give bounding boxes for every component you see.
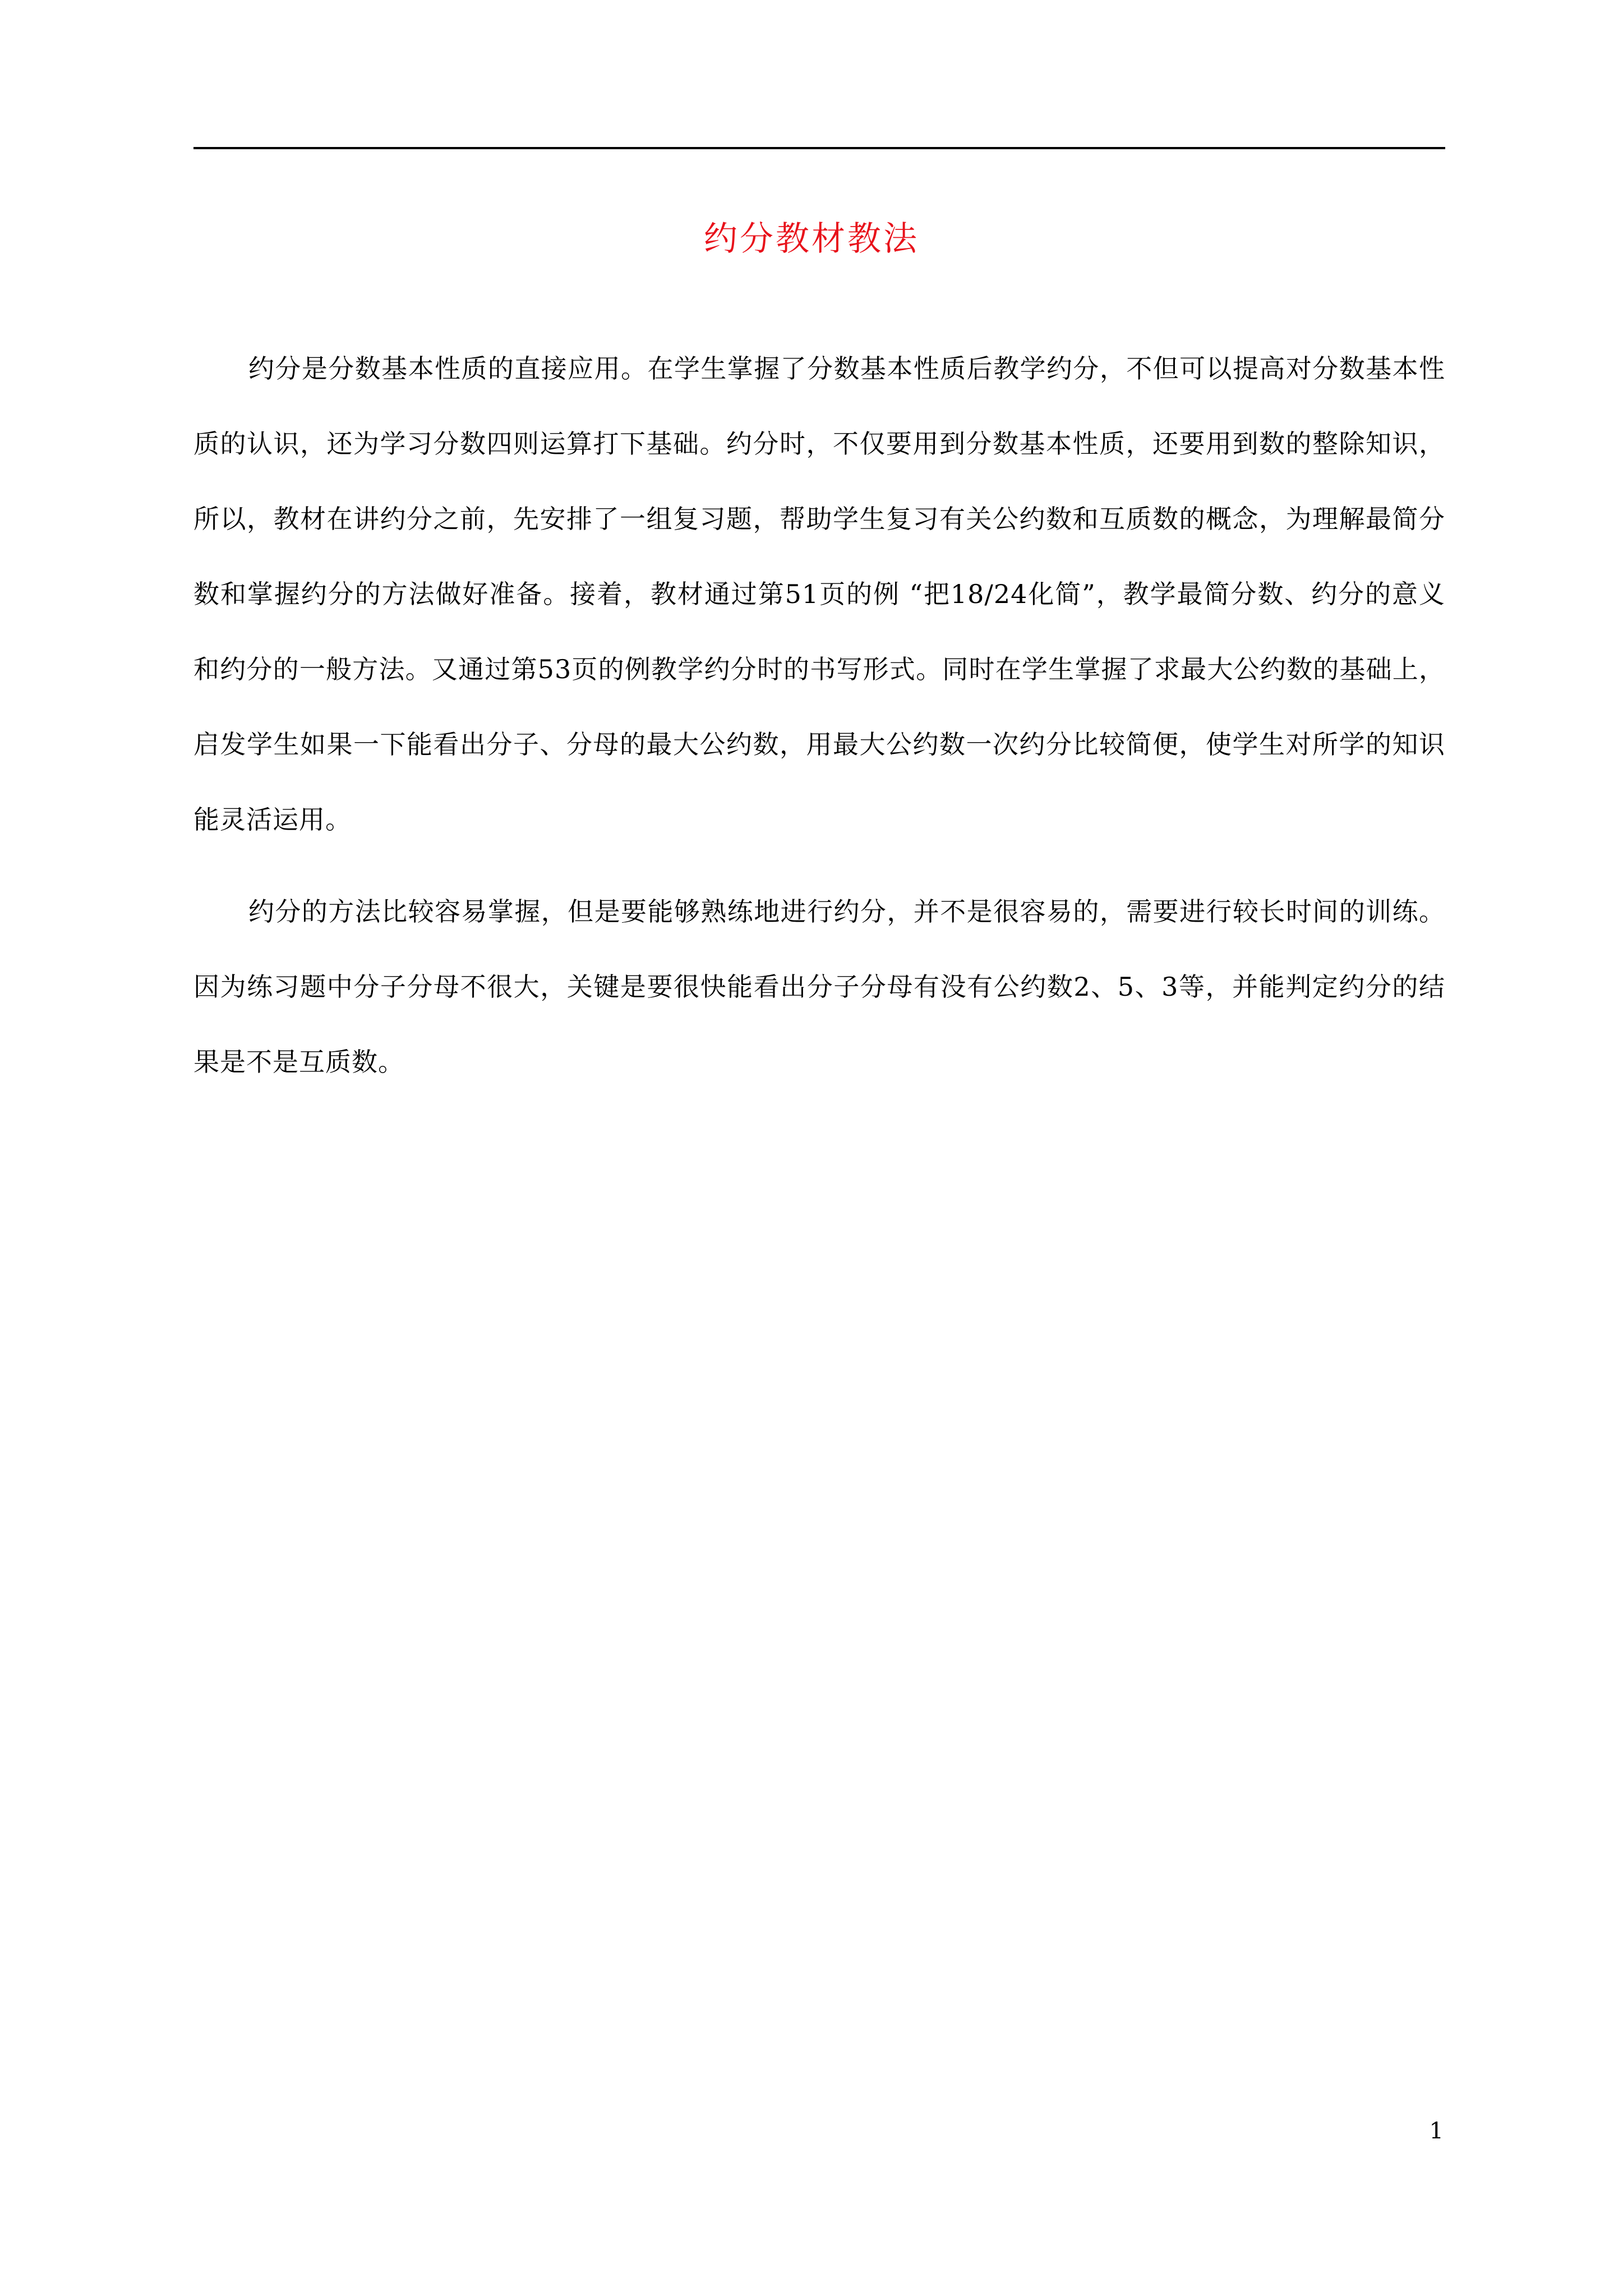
header-rule: [193, 147, 1445, 149]
page-number: 1: [1429, 2118, 1444, 2144]
document-body: [193, 331, 1445, 1099]
document-title: 约分教材教法: [704, 219, 919, 259]
paragraph-1: 约分是分数基本性质的直接应用。在学生掌握了分数基本性质后教学约分，不但可以提高对分数基本性质的认识，还为学习分数四则运算打下基础。约分时，不仅要用到分数基本性质，还要用到数的整除知识，所以，教材在讲约分之前，先安排了一组复习题，帮助学生复习有关公约数和互质数的概念，为理解最简分数和掌握约分的方法做好准备。接着，教材通过第51页的例 “把18/24化简”，教学最简分数、约分的意义和约分的一般方法。又通过第53页的例教学约分时的书写形式。同时在学生掌握了求最大公约数的基础上，启发学生如果一下能看出分子、分母的最大公约数，用最大公约数一次约分比较简便，使学生对所学的知识能灵活运用。: [193, 353, 1445, 835]
paragraph-2: 约分的方法比较容易掌握，但是要能够熟练地进行约分，并不是很容易的，需要进行较长时间的训练。因为练习题中分子分母不很大，关键是要很快能看出分子分母有没有公约数2、5、3等，并能判定约分的结果是不是互质数。: [193, 896, 1445, 1077]
